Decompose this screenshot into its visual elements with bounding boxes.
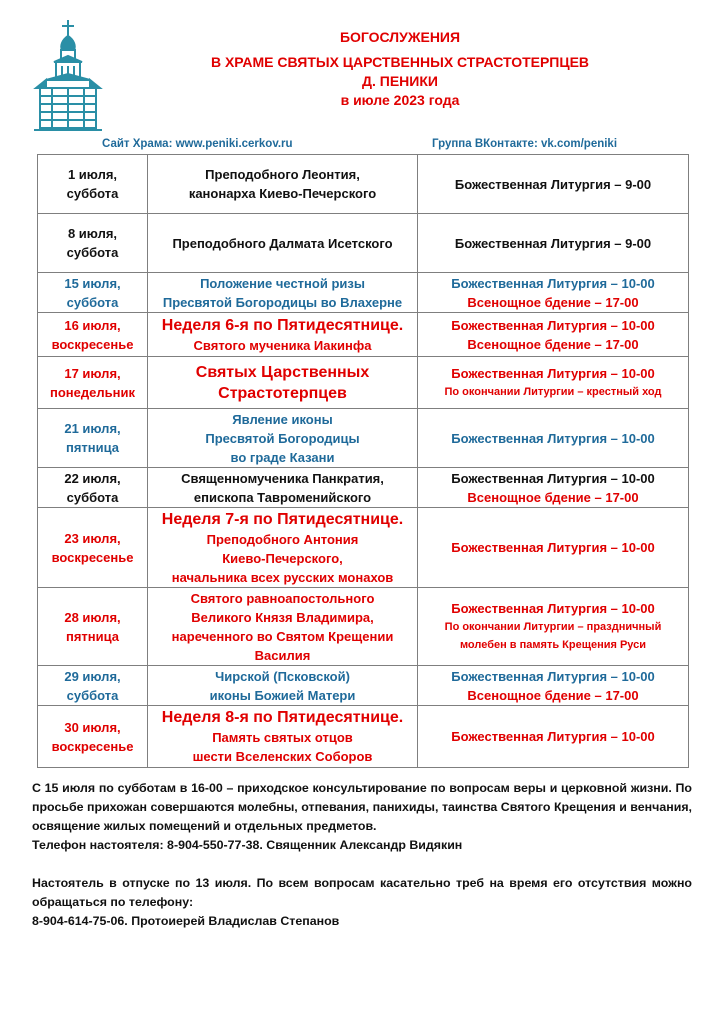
weekday-text: воскресенье: [51, 738, 134, 754]
date-cell: [38, 155, 148, 214]
date-cell: [38, 313, 148, 357]
table-row: [38, 588, 689, 666]
feast-text: Положение честной ризы: [200, 275, 365, 291]
vk-link[interactable]: Группа ВКонтакте: vk.com/peniki: [432, 138, 618, 150]
date-text: 21 июля,: [64, 421, 121, 436]
feast-cell: [148, 508, 418, 588]
service-cell: [418, 508, 689, 588]
weekday-text: суббота: [66, 245, 119, 260]
feast-text: Явление иконы: [232, 411, 333, 427]
feast-text: Пресвятой Богородицы во Влахерне: [162, 294, 403, 310]
date-text: 28 июля,: [64, 609, 121, 625]
feast-text: Василия: [254, 647, 311, 663]
table-row: [38, 666, 689, 706]
feast-text: Священномученика Панкратия,: [181, 470, 384, 486]
feast-title: Неделя 8-я по Пятидесятнице.: [161, 709, 404, 726]
feast-cell: [148, 357, 418, 409]
notes-section: [32, 779, 692, 931]
date-text: 29 июля,: [64, 668, 121, 684]
rector-phone: Телефон настоятеля: 8-904-550-77-38. Священник Александр Видякин: [32, 838, 463, 852]
weekday-text: суббота: [66, 294, 119, 310]
service-text: Божественная Литургия – 10-00: [451, 601, 655, 616]
service-cell: [418, 409, 689, 468]
date-text: 17 июля,: [64, 365, 121, 381]
header-church: В ХРАМЕ СВЯТЫХ ЦАРСТВЕННЫХ СТРАСТОТЕРПЦЕВ: [210, 54, 590, 70]
date-text: 30 июля,: [64, 719, 121, 735]
vacation-note: Настоятель в отпуске по 13 июля. По всем вопросам касательно треб на время его отсутствия можно обращаться по телефону:: [32, 876, 692, 909]
feast-cell: [148, 706, 418, 768]
date-cell: [38, 409, 148, 468]
header-village: Д. ПЕНИКИ: [362, 73, 438, 89]
feast-text: Пресвятой Богородицы: [205, 430, 360, 446]
date-cell: [38, 214, 148, 273]
feast-title: Неделя 6-я по Пятидесятнице.: [161, 316, 404, 334]
service-text: Всенощное бдение – 17-00: [467, 294, 639, 310]
weekday-text: воскресенье: [51, 549, 134, 565]
service-text: Божественная Литургия – 10-00: [451, 430, 655, 446]
header-period: в июле 2023 года: [340, 92, 460, 108]
church-icon: [32, 18, 104, 134]
feast-title: Страстотерпцев: [218, 384, 347, 402]
table-row: [38, 409, 689, 468]
feast-cell: [148, 588, 418, 666]
service-text: Божественная Литургия – 10-00: [451, 275, 655, 291]
feast-text: Великого Князя Владимира,: [191, 609, 374, 625]
service-cell: [418, 468, 689, 508]
feast-text: Чирской (Псковской): [215, 668, 350, 684]
weekday-text: суббота: [66, 687, 119, 703]
header-title: БОГОСЛУЖЕНИЯ: [339, 29, 461, 45]
feast-text: Преподобного Антония: [206, 531, 359, 547]
date-text: 23 июля,: [64, 530, 121, 546]
service-cell: [418, 706, 689, 768]
service-cell: [418, 155, 689, 214]
table-row: [38, 357, 689, 409]
feast-cell: [148, 409, 418, 468]
date-cell: [38, 666, 148, 706]
feast-text: иконы Божией Матери: [209, 687, 356, 703]
site-link[interactable]: Сайт Храма: www.peniki.cerkov.ru: [102, 138, 293, 150]
feast-text: Киево-Печерского,: [222, 550, 343, 566]
date-cell: [38, 588, 148, 666]
feast-title: Неделя 7-я по Пятидесятнице.: [161, 510, 404, 528]
service-text: Всенощное бдение – 17-00: [467, 336, 639, 352]
table-row: [38, 706, 689, 768]
service-text: Божественная Литургия – 9-00: [454, 176, 652, 192]
date-text: 22 июля,: [64, 470, 121, 486]
weekday-text: суббота: [66, 489, 119, 505]
date-cell: [38, 273, 148, 313]
feast-text: начальника всех русских монахов: [171, 569, 394, 585]
date-text: 15 июля,: [64, 275, 121, 291]
service-note: По окончании Литургии – крестный ход: [444, 386, 662, 398]
service-text: Божественная Литургия – 10-00: [451, 668, 655, 684]
feast-text: Святого равноапостольного: [190, 590, 375, 606]
weekday-text: пятница: [65, 628, 120, 644]
service-text: Божественная Литургия – 10-00: [451, 729, 655, 744]
feast-cell: [148, 468, 418, 508]
substitute-phone: 8-904-614-75-06. Протоиерей Владислав Степанов: [32, 914, 340, 928]
date-cell: [38, 357, 148, 409]
service-text: Божественная Литургия – 10-00: [451, 366, 655, 381]
table-row: [38, 273, 689, 313]
weekday-text: суббота: [66, 186, 119, 201]
weekday-text: пятница: [65, 440, 120, 455]
feast-text: Преподобного Леонтия,: [205, 167, 360, 182]
service-cell: [418, 273, 689, 313]
table-row: [38, 508, 689, 588]
feast-text: шести Вселенских Соборов: [192, 749, 373, 764]
spacer: [32, 855, 692, 874]
date-cell: [38, 468, 148, 508]
table-row: [38, 313, 689, 357]
feast-cell: [148, 666, 418, 706]
weekday-text: воскресенье: [51, 336, 134, 352]
feast-text: Святого мученика Иакинфа: [193, 337, 372, 353]
service-cell: [418, 214, 689, 273]
page-header: [150, 28, 650, 110]
feast-text: Память святых отцов: [212, 730, 353, 745]
schedule-table: [37, 154, 689, 768]
service-note: молебен в память Крещения Руси: [459, 639, 647, 651]
weekday-text: понедельник: [50, 384, 135, 400]
service-cell: [418, 357, 689, 409]
service-text: Всенощное бдение – 17-00: [467, 687, 639, 703]
date-text: 1 июля,: [67, 167, 118, 182]
service-cell: [418, 588, 689, 666]
service-text: Божественная Литургия – 10-00: [451, 470, 655, 486]
service-note: По окончании Литургии – праздничный: [444, 621, 662, 633]
date-text: 8 июля,: [67, 226, 118, 241]
service-cell: [418, 666, 689, 706]
date-text: 16 июля,: [64, 317, 121, 333]
service-cell: [418, 313, 689, 357]
feast-text: Преподобного Далмата Исетского: [172, 235, 393, 251]
feast-text: епископа Тавроменийского: [193, 489, 372, 505]
date-cell: [38, 508, 148, 588]
table-row: [38, 468, 689, 508]
table-row: [38, 214, 689, 273]
service-text: Божественная Литургия – 10-00: [451, 317, 655, 333]
consultation-note: С 15 июля по субботам в 16-00 – приходское консультирование по вопросам веры и церковной жизни. По просьбе прихожан совершаются молебны, отпевания, панихиды, таинства Святого Крещения и венчания, освящение жилых помещений и отдельных предметов.: [32, 781, 692, 833]
feast-cell: [148, 155, 418, 214]
service-text: Божественная Литургия – 9-00: [454, 235, 652, 251]
feast-cell: [148, 273, 418, 313]
feast-title: Святых Царственных: [195, 363, 370, 381]
table-row: [38, 155, 689, 214]
service-text: Всенощное бдение – 17-00: [467, 489, 639, 505]
service-text: Божественная Литургия – 10-00: [451, 540, 655, 555]
feast-cell: [148, 214, 418, 273]
feast-text: канонарха Киево-Печерского: [188, 186, 377, 201]
feast-cell: [148, 313, 418, 357]
feast-text: нареченного во Святом Крещении: [171, 628, 394, 644]
date-cell: [38, 706, 148, 768]
feast-text: во граде Казани: [230, 449, 335, 465]
